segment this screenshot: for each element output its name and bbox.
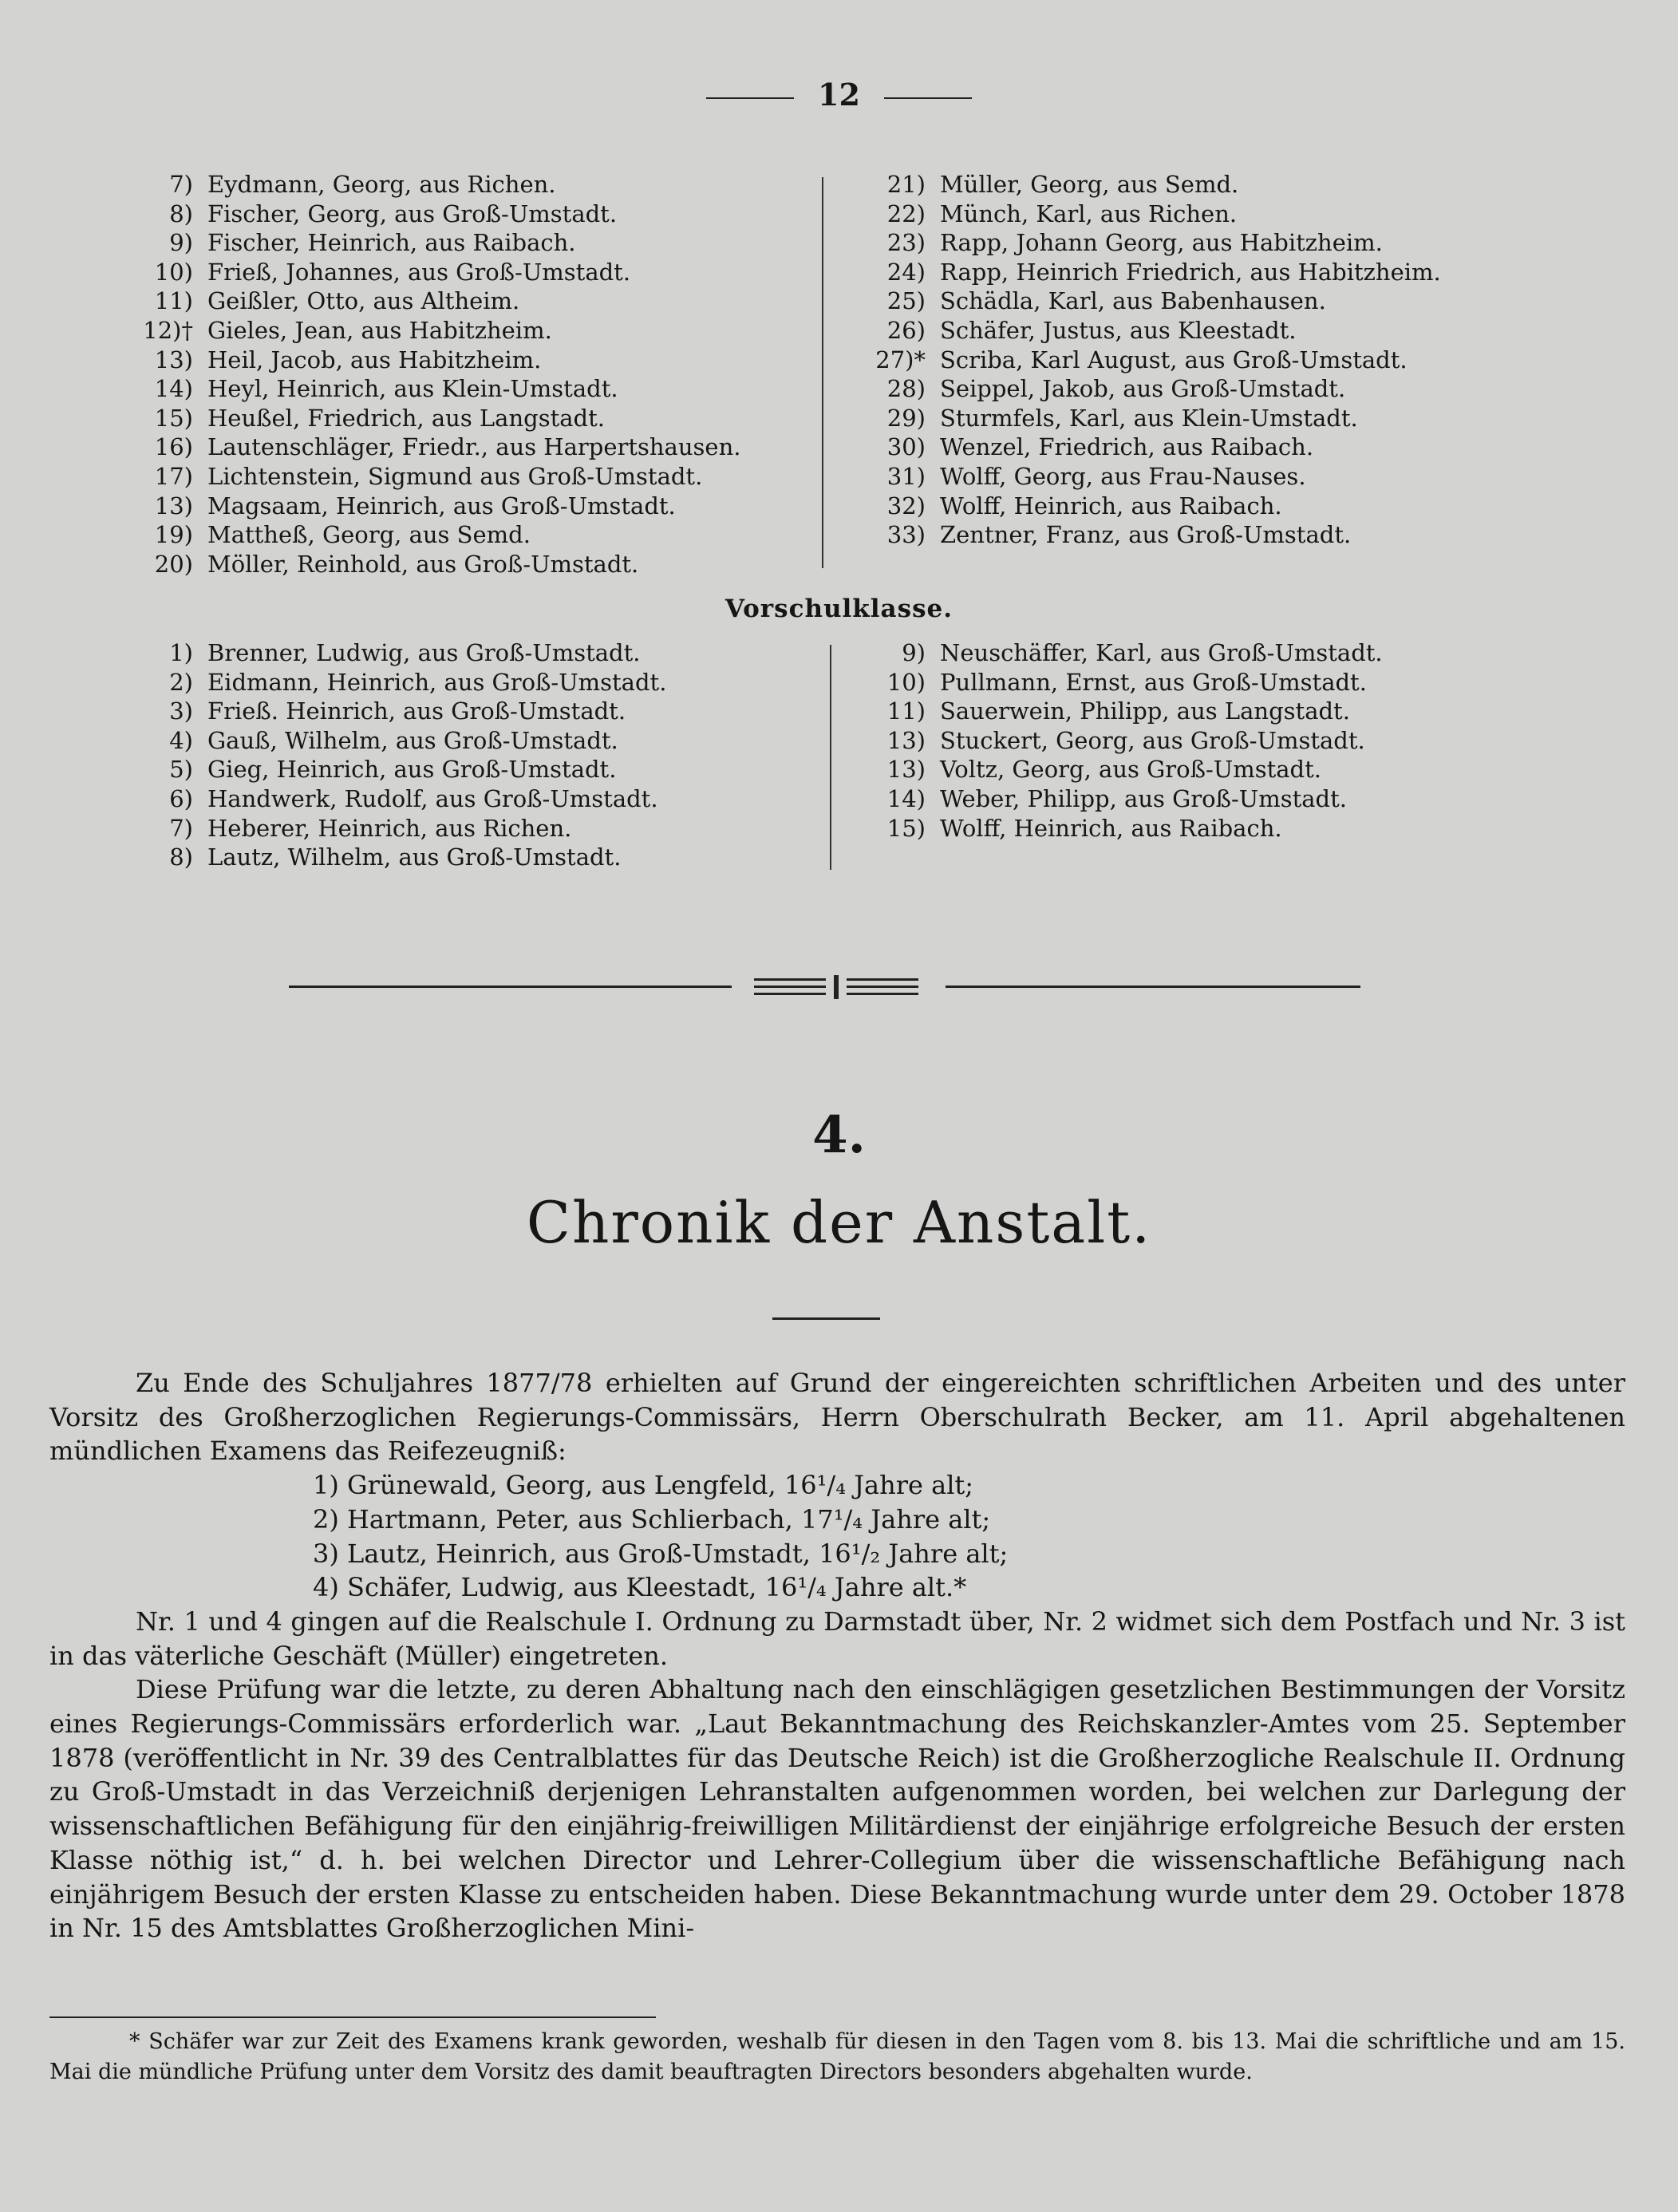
column-divider (822, 177, 823, 568)
list-item: 24) Rapp, Heinrich Friedrich, aus Habitzheim. (886, 258, 1441, 286)
paragraph-1: Zu Ende des Schuljahres 1877/78 erhielten auf Grund der eingereichten schriftlichen Arbeiten und des unter Vorsitz des Großherzoglichen Regierungs-Commissärs, Herrn Oberschulrath Becker, am 11. April abgehaltenen mündlichen Examens das Reifezeugniß: (49, 1368, 1625, 1467)
list-item: 31) Wolff, Georg, aus Frau-Nauses. (886, 462, 1306, 490)
list-item: 16) Lautenschläger, Friedr., aus Harpertshausen. (154, 433, 741, 461)
title-underline (772, 1317, 880, 1320)
list-item: 7) Eydmann, Georg, aus Richen. (169, 171, 556, 198)
list-item: 23) Rapp, Johann Georg, aus Habitzheim. (886, 229, 1383, 257)
ornament-rule-left (289, 986, 732, 988)
graduates-list (49, 1468, 1625, 1605)
list-item: 2) Eidmann, Heinrich, aus Groß-Umstadt. (169, 668, 667, 696)
list-item: 13) Stuckert, Georg, aus Groß-Umstadt. (886, 726, 1365, 754)
page-number-rule-right (884, 97, 972, 99)
page-number-line (0, 77, 1678, 113)
ornament-rule-right (946, 986, 1360, 988)
graduate-item: 4) Schäfer, Ludwig, aus Kleestadt, 16¹/₄ Jahre alt.* (313, 1572, 967, 1603)
page-number: 12 (818, 77, 860, 113)
section-number: 4. (812, 1105, 866, 1165)
list-item: 9) Fischer, Heinrich, aus Raibach. (169, 229, 576, 257)
list-item: 9) Neuschäffer, Karl, aus Groß-Umstadt. (902, 639, 1383, 666)
list-item: 22) Münch, Karl, aus Richen. (886, 199, 1238, 227)
section-title: Chronik der Anstalt. (526, 1189, 1152, 1256)
list-item: 14) Heyl, Heinrich, aus Klein-Umstadt. (154, 375, 618, 403)
list-item: 4) Gauß, Wilhelm, aus Groß-Umstadt. (169, 726, 618, 754)
list-item: 13) Voltz, Georg, aus Groß-Umstadt. (886, 756, 1321, 784)
list-item: 10) Frieß, Johannes, aus Groß-Umstadt. (154, 258, 631, 286)
list-item: 26) Schäfer, Justus, aus Kleestadt. (886, 316, 1297, 344)
vorschulklasse-heading: Vorschulklasse. (725, 594, 953, 623)
list-item: 8) Fischer, Georg, aus Groß-Umstadt. (169, 199, 618, 227)
list-item: 33) Zentner, Franz, aus Groß-Umstadt. (886, 521, 1352, 549)
vorschulklasse-right-column (854, 638, 1383, 843)
graduate-item: 2) Hartmann, Peter, aus Schlierbach, 17¹/₄ Jahre alt; (313, 1503, 991, 1535)
list-item: 1) Brenner, Ludwig, aus Groß-Umstadt. (169, 639, 641, 666)
footnote-rule (49, 2016, 656, 2018)
chronik-body (49, 1366, 1625, 1945)
graduate-item: 1) Grünewald, Georg, aus Lengfeld, 16¹/₄ Jahre alt; (313, 1470, 974, 1501)
list-item: 11) Geißler, Otto, aus Altheim. (154, 287, 520, 315)
list-item: 13) Heil, Jacob, aus Habitzheim. (154, 346, 542, 373)
list-item: 11) Sauerwein, Philipp, aus Langstadt. (886, 697, 1350, 725)
list-item: 15) Heußel, Friedrich, aus Langstadt. (154, 404, 605, 432)
list-item: 17) Lichtenstein, Sigmund aus Groß-Umstadt. (154, 462, 703, 490)
page-number-rule-left (706, 97, 794, 99)
list-item: 7) Heberer, Heinrich, aus Richen. (169, 814, 572, 842)
list-item: 6) Handwerk, Rudolf, aus Groß-Umstadt. (169, 784, 658, 812)
list-item: 12)† Gieles, Jean, aus Habitzheim. (143, 316, 552, 344)
list-item: 13) Magsaam, Heinrich, aus Groß-Umstadt. (154, 492, 676, 519)
class-list-left-column (121, 170, 740, 579)
list-item: 25) Schädla, Karl, aus Babenhausen. (886, 287, 1326, 315)
list-item: 10) Pullmann, Ernst, aus Groß-Umstadt. (886, 668, 1367, 696)
ornament-divider (754, 975, 922, 999)
list-item: 19) Mattheß, Georg, aus Semd. (154, 521, 531, 549)
column-divider (830, 645, 831, 870)
list-item: 30) Wenzel, Friedrich, aus Raibach. (886, 433, 1314, 461)
class-list-right-column (854, 170, 1441, 550)
list-item: 8) Lautz, Wilhelm, aus Groß-Umstadt. (169, 843, 622, 871)
list-item: 29) Sturmfels, Karl, aus Klein-Umstadt. (886, 404, 1358, 432)
list-item: 27)* Scriba, Karl August, aus Groß-Umstadt. (875, 346, 1408, 373)
list-item: 21) Müller, Georg, aus Semd. (886, 171, 1239, 198)
vorschulklasse-left-column (121, 638, 666, 872)
list-item: 32) Wolff, Heinrich, aus Raibach. (886, 492, 1282, 519)
footnote: * Schäfer war zur Zeit des Examens krank geworden, weshalb für diesen in den Tagen vom 8. bis 13. Mai die schriftliche und am 15. Mai die mündliche Prüfung unter dem Vorsitz des damit beauftragten Directors besonders abgehalten wurde. (49, 2029, 1625, 2084)
list-item: 5) Gieg, Heinrich, aus Groß-Umstadt. (169, 756, 617, 784)
graduate-item: 3) Lautz, Heinrich, aus Groß-Umstadt, 16¹/₂ Jahre alt; (313, 1538, 1009, 1569)
list-item: 14) Weber, Philipp, aus Groß-Umstadt. (886, 784, 1347, 812)
list-item: 15) Wolff, Heinrich, aus Raibach. (886, 814, 1282, 842)
paragraph-3: Diese Prüfung war die letzte, zu deren Abhaltung nach den einschlägigen gesetzlichen Bestimmungen der Vorsitz eines Regierungs-Commissärs erforderlich war. „Laut Bekanntmachung des Reichskanzler-Amtes vom 25. September 1878 (veröffentlicht in Nr. 39 des Centralblattes für das Deutsche Reich) ist die Großherzogliche Realschule II. Ordnung zu Groß-Umstadt in das Verzeichniß derjenigen Lehranstalten aufgenommen worden, bei welchen zur Darlegung der wissenschaftlichen Befähigung für den einjährig-freiwilligen Militärdienst der einjährige erfolgreiche Besuch der ersten Klasse nöthig ist,“ d. h. bei welchen Director und Lehrer-Collegium über die wissenschaftliche Befähigung nach einjährigem Besuch der ersten Klasse zu entscheiden haben. Diese Bekanntmachung wurde unter dem 29. October 1878 in Nr. 15 des Amtsblattes Großherzoglichen Mini- (49, 1674, 1625, 1944)
list-item: 3) Frieß. Heinrich, aus Groß-Umstadt. (169, 697, 626, 725)
paragraph-2: Nr. 1 und 4 gingen auf die Realschule I. Ordnung zu Darmstadt über, Nr. 2 widmet sich dem Postfach und Nr. 3 ist in das väterliche Geschäft (Müller) eingetreten. (49, 1606, 1625, 1671)
list-item: 28) Seippel, Jakob, aus Groß-Umstadt. (886, 375, 1346, 403)
list-item: 20) Möller, Reinhold, aus Groß-Umstadt. (154, 550, 639, 578)
